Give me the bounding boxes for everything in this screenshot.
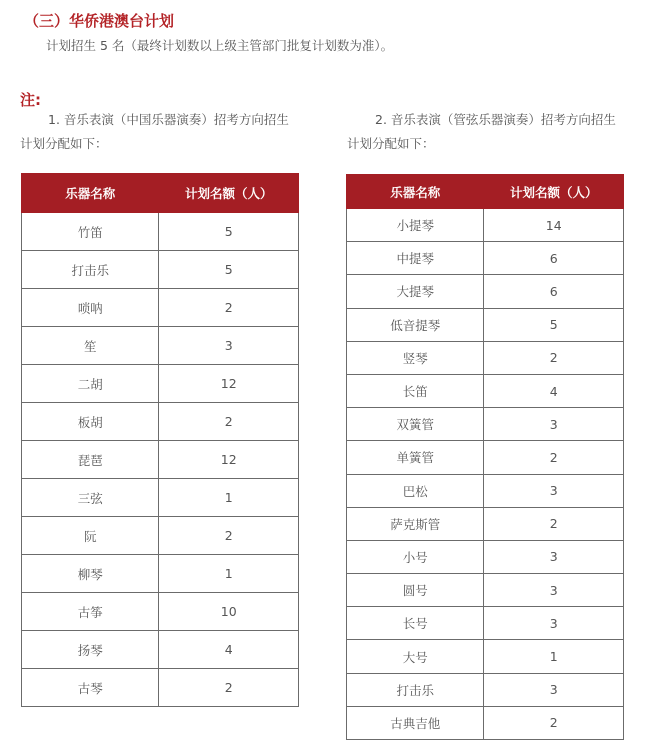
header-instrument-name: 乐器名称: [22, 174, 159, 213]
quota-cell: 3: [484, 540, 624, 573]
quota-cell: 2: [484, 341, 624, 374]
header-quota: 计划名额（人）: [159, 174, 299, 213]
quota-cell: 5: [159, 213, 299, 251]
instrument-name-cell: 打击乐: [347, 673, 484, 706]
table-row: [347, 574, 624, 607]
table-row: [347, 308, 624, 341]
table-row: [347, 607, 624, 640]
quota-cell: 4: [159, 631, 299, 669]
instrument-name-cell: 低音提琴: [347, 308, 484, 341]
instrument-name-cell: 琵琶: [22, 441, 159, 479]
quota-cell: 3: [484, 673, 624, 706]
instrument-name-cell: 萨克斯管: [347, 507, 484, 540]
table-row: [347, 408, 624, 441]
table-row: [347, 209, 624, 242]
quota-cell: 3: [484, 607, 624, 640]
instrument-name-cell: 古琴: [22, 669, 159, 707]
quota-cell: 12: [159, 441, 299, 479]
quota-cell: 2: [159, 669, 299, 707]
table-row: [347, 341, 624, 374]
table-row: [22, 403, 299, 441]
quota-cell: 2: [484, 441, 624, 474]
quota-cell: 1: [484, 640, 624, 673]
table-row: [22, 213, 299, 251]
table-row: [22, 517, 299, 555]
quota-cell: 1: [159, 555, 299, 593]
table-row: [347, 441, 624, 474]
table-row: [22, 631, 299, 669]
chinese-instruments-table: [21, 173, 299, 707]
instrument-name-cell: 竹笛: [22, 213, 159, 251]
instrument-name-cell: 板胡: [22, 403, 159, 441]
quota-cell: 14: [484, 209, 624, 242]
quota-cell: 2: [159, 289, 299, 327]
quota-cell: 1: [159, 479, 299, 517]
table-row: [347, 374, 624, 407]
instrument-name-cell: 巴松: [347, 474, 484, 507]
table-row: [22, 555, 299, 593]
instrument-name-cell: 唢呐: [22, 289, 159, 327]
instrument-name-cell: 柳琴: [22, 555, 159, 593]
quota-cell: 12: [159, 365, 299, 403]
section-title: （三）华侨港澳台计划: [24, 12, 175, 30]
instrument-name-cell: 三弦: [22, 479, 159, 517]
quota-cell: 5: [159, 251, 299, 289]
instrument-name-cell: 笙: [22, 327, 159, 365]
instrument-name-cell: 小号: [347, 540, 484, 573]
note-left-text: [20, 108, 289, 156]
table-header-row: [22, 174, 299, 213]
table-row: [347, 640, 624, 673]
table-row: [347, 275, 624, 308]
instrument-name-cell: 单簧管: [347, 441, 484, 474]
note-label: 注:: [20, 91, 41, 109]
instrument-name-cell: 大提琴: [347, 275, 484, 308]
instrument-name-cell: 长笛: [347, 374, 484, 407]
quota-cell: 3: [159, 327, 299, 365]
note-left-line2: 计划分配如下：: [20, 136, 108, 151]
quota-cell: 10: [159, 593, 299, 631]
quota-cell: 3: [484, 408, 624, 441]
table-row: [22, 479, 299, 517]
table-header-row: [347, 175, 624, 209]
table-row: [22, 365, 299, 403]
note-right-line2: 计划分配如下：: [347, 136, 435, 151]
quota-cell: 2: [159, 403, 299, 441]
instrument-name-cell: 长号: [347, 607, 484, 640]
quota-cell: 3: [484, 574, 624, 607]
header-instrument-name: 乐器名称: [347, 175, 484, 209]
header-quota: 计划名额（人）: [484, 175, 624, 209]
quota-cell: 6: [484, 242, 624, 275]
quota-cell: 2: [484, 507, 624, 540]
quota-cell: 4: [484, 374, 624, 407]
quota-cell: 2: [159, 517, 299, 555]
instrument-name-cell: 扬琴: [22, 631, 159, 669]
note-right-line1: 2. 音乐表演（管弦乐器演奏）招考方向招生: [375, 112, 616, 127]
table-row: [22, 593, 299, 631]
table-row: [347, 242, 624, 275]
note-right-text: [347, 108, 616, 156]
instrument-name-cell: 阮: [22, 517, 159, 555]
table-row: [22, 669, 299, 707]
table-row: [347, 507, 624, 540]
quota-cell: 6: [484, 275, 624, 308]
instrument-name-cell: 圆号: [347, 574, 484, 607]
instrument-name-cell: 大号: [347, 640, 484, 673]
quota-cell: 2: [484, 706, 624, 739]
instrument-name-cell: 双簧管: [347, 408, 484, 441]
table-row: [347, 540, 624, 573]
note-left-line1: 1. 音乐表演（中国乐器演奏）招考方向招生: [48, 112, 289, 127]
orchestral-instruments-table: [346, 174, 624, 740]
instrument-name-cell: 小提琴: [347, 209, 484, 242]
table-row: [22, 251, 299, 289]
table-row: [347, 474, 624, 507]
instrument-name-cell: 打击乐: [22, 251, 159, 289]
section-intro: 计划招生 5 名（最终计划数以上级主管部门批复计划数为准）。: [46, 38, 394, 53]
instrument-name-cell: 竖琴: [347, 341, 484, 374]
instrument-name-cell: 中提琴: [347, 242, 484, 275]
table-row: [347, 706, 624, 739]
instrument-name-cell: 古典吉他: [347, 706, 484, 739]
quota-cell: 5: [484, 308, 624, 341]
table-row: [22, 289, 299, 327]
table-row: [22, 441, 299, 479]
table-row: [22, 327, 299, 365]
quota-cell: 3: [484, 474, 624, 507]
table-row: [347, 673, 624, 706]
instrument-name-cell: 二胡: [22, 365, 159, 403]
instrument-name-cell: 古筝: [22, 593, 159, 631]
